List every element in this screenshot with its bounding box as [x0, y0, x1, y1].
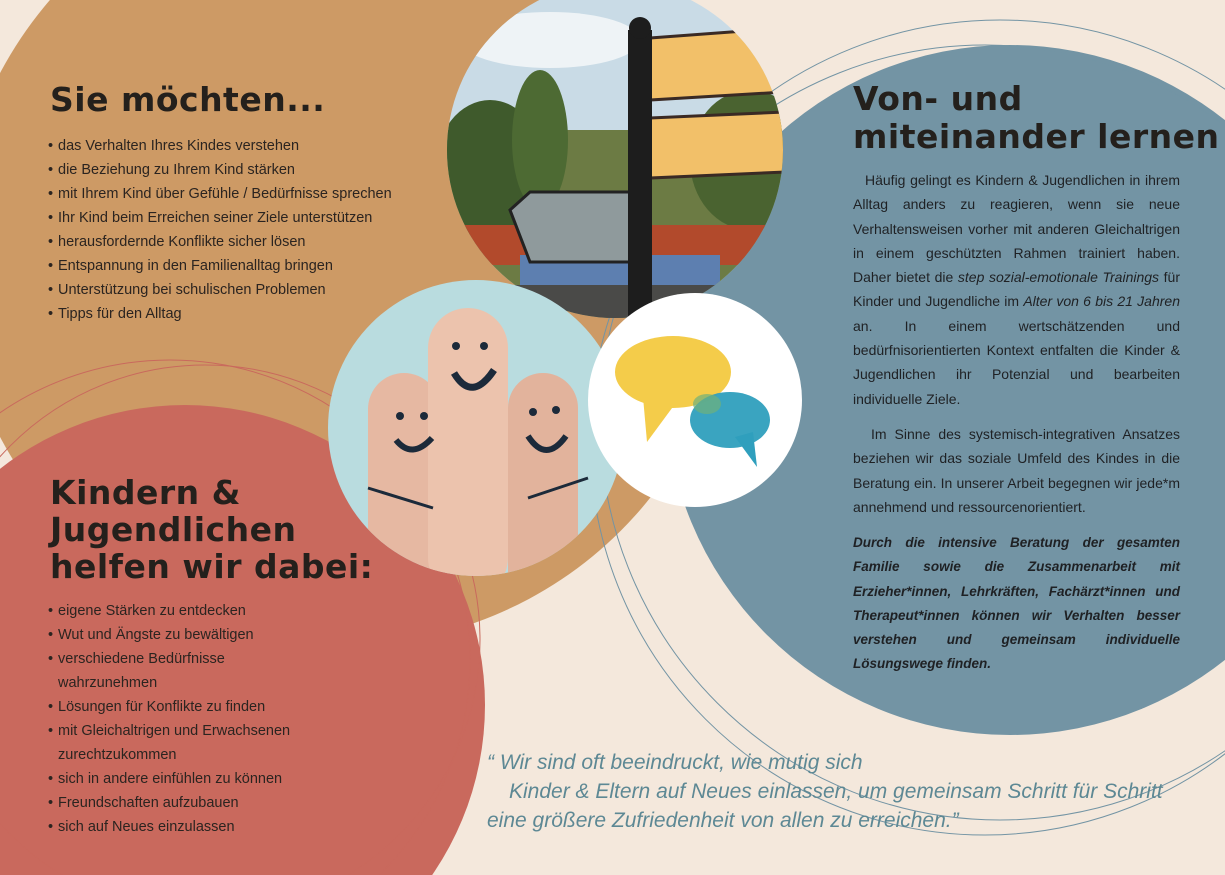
speech-bubbles-illustration — [585, 292, 805, 510]
heading-kindern-jugendlichen — [50, 474, 373, 585]
quote-line: eine größere Zufriedenheit von allen zu erreichen.” — [487, 809, 959, 832]
list-item: • das Verhalten Ihres Kindes verstehen — [48, 134, 418, 158]
list-item: • Wut und Ängste zu bewältigen — [48, 623, 313, 647]
paragraph-trainings — [853, 168, 1180, 411]
signpost-photo — [430, 0, 800, 320]
paragraph-text: an. In einem wertschätzenden und bedürfnisorientierten Kontext entfalten die Kinder & Jugendlichen ihr Potenzial und bearbeiten individuelle Ziele. — [853, 317, 1180, 407]
paragraph-emphasis: Alter von 6 bis 21 Jahren — [1023, 293, 1180, 310]
list-item: • sich in andere einfühlen zu können — [48, 767, 313, 791]
heading-sie-moechten: Sie möchten... — [50, 80, 326, 119]
heading-line: Jugendlichen — [50, 510, 297, 549]
list-item: • Ihr Kind beim Erreichen seiner Ziele unterstützen — [48, 206, 418, 230]
list-item: • Freundschaften aufzubauen — [48, 791, 313, 815]
heading-line: miteinander lernen — [853, 117, 1220, 156]
paragraph-systemic: Im Sinne des systemisch-integrativen Ansatzes beziehen wir das soziale Umfeld des Kindes in die Beratung ein. In unserer Arbeit begegnen wir jede*m annehmend und ressourcenorientiert. — [853, 426, 1180, 515]
list-item: • Entspannung in den Familienalltag bringen — [48, 254, 418, 278]
list-item: • verschiedene Bedürfnisse wahrzunehmen — [48, 647, 313, 695]
list-item: • Lösungen für Konflikte zu finden — [48, 695, 313, 719]
list-item: • mit Gleichaltrigen und Erwachsenen zurechtzukommen — [48, 719, 313, 767]
help-list — [48, 599, 313, 839]
heading-von-und-miteinander — [853, 80, 1220, 156]
paragraph-family: Durch die intensive Beratung der gesamten Familie sowie die Zusammenarbeit mit Erzieher*innen, Lehrkräften, Fachärzt*innen und Therapeut*innen können wir Verhalten besser verstehen und gemeinsam individuelle Lösungswege finden. — [853, 535, 1180, 672]
list-item: • die Beziehung zu Ihrem Kind stärken — [48, 158, 418, 182]
list-item: • Tipps für den Alltag — [48, 302, 418, 326]
wishes-list — [48, 134, 418, 326]
list-item: • eigene Stärken zu entdecken — [48, 599, 313, 623]
list-item: • mit Ihrem Kind über Gefühle / Bedürfnisse sprechen — [48, 182, 418, 206]
paragraph-text: für Kinder und Jugendliche im — [853, 269, 1181, 310]
list-item: • herausfordernde Konflikte sicher lösen — [48, 230, 418, 254]
quote-line: Kinder & Eltern auf Neues einlassen, um gemeinsam Schritt für Schritt — [509, 780, 1163, 803]
list-item: • sich auf Neues einzulassen — [48, 815, 313, 839]
heading-line: Kindern & — [50, 473, 241, 512]
quote-line: “ Wir sind oft beeindruckt, wie mutig sich — [487, 751, 863, 774]
heading-line: helfen wir dabei: — [50, 547, 374, 586]
heading-line: Von- und — [853, 79, 1023, 118]
list-item: • Unterstützung bei schulischen Problemen — [48, 278, 418, 302]
testimonial-quote — [487, 748, 1163, 835]
paragraph-text: Häufig gelingt es Kindern & Jugendlichen in ihrem Alltag anders zu reagieren, wenn sie neue Verhaltensweisen vorher mit anderen Gleichaltrigen in einem geschützten Rahmen trainiert haben. Daher bietet die — [853, 172, 1180, 286]
paragraph-emphasis: step sozial-emotionale Trainings — [957, 269, 1160, 286]
